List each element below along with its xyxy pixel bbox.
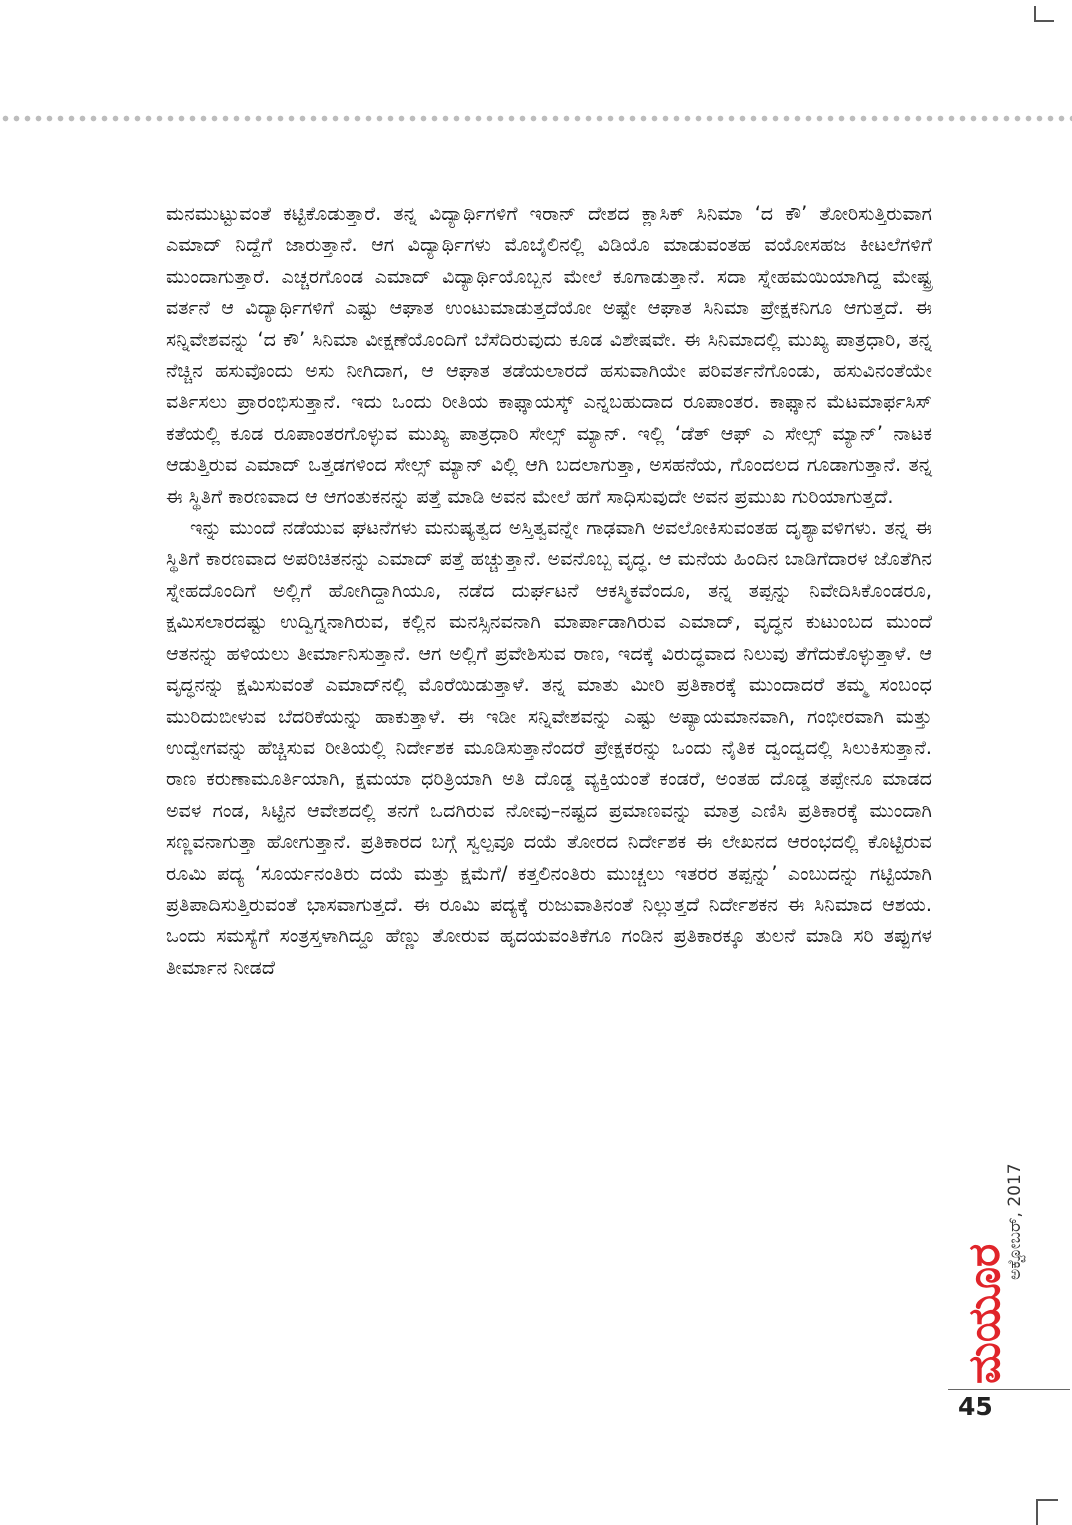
dotted-divider (0, 115, 1072, 122)
article-paragraph-1: ಮನಮುಟ್ಟುವಂತೆ ಕಟ್ಟಿಕೊಡುತ್ತಾರೆ. ತನ್ನ ವಿದ್ಯಾರ್ಥಿಗಳಿಗೆ ಇರಾನ್ ದೇಶದ ಕ್ಲಾಸಿಕ್ ಸಿನಿಮಾ ‘ದ ಕೌ’ ತೋರಿಸುತ್ತಿರುವಾಗ ಎಮಾದ್ ನಿದ್ದೆಗೆ ಜಾರುತ್ತಾನೆ. ಆಗ ವಿದ್ಯಾರ್ಥಿಗಳು ಮೊಬೈಲಿನಲ್ಲಿ ವಿಡಿಯೊ ಮಾಡುವಂತಹ ವಯೋಸಹಜ ಕೀಟಲೆಗಳಿಗೆ ಮುಂದಾಗುತ್ತಾರೆ. ಎಚ್ಚರಗೊಂಡ ಎಮಾದ್ ವಿದ್ಯಾರ್ಥಿಯೊಬ್ಬನ ಮೇಲೆ ಕೂಗಾಡುತ್ತಾನೆ. ಸದಾ ಸ್ನೇಹಮಯಿಯಾಗಿದ್ದ ಮೇಷ್ಟ್ರ ವರ್ತನೆ ಆ ವಿದ್ಯಾರ್ಥಿಗಳಿಗೆ ಎಷ್ಟು ಆಘಾತ ಉಂಟುಮಾಡುತ್ತದೆಯೋ ಅಷ್ಟೇ ಆಘಾತ ಸಿನಿಮಾ ಪ್ರೇಕ್ಷಕನಿಗೂ ಆಗುತ್ತದೆ. ಈ ಸನ್ನಿವೇಶವನ್ನು ‘ದ ಕೌ’ ಸಿನಿಮಾ ವೀಕ್ಷಣೆಯೊಂದಿಗೆ ಬೆಸೆದಿರುವುದು ಕೂಡ ವಿಶೇಷವೇ. ಈ ಸಿನಿಮಾದಲ್ಲಿ ಮುಖ್ಯ ಪಾತ್ರಧಾರಿ, ತನ್ನ ನೆಚ್ಚಿನ ಹಸುವೊಂದು ಅಸು ನೀಗಿದಾಗ, ಆ ಆಘಾತ ತಡೆಯಲಾರದೆ ಹಸುವಾಗಿಯೇ ಪರಿವರ್ತನೆಗೊಂಡು, ಹಸುವಿನಂತೆಯೇ ವರ್ತಿಸಲು ಪ್ರಾರಂಭಿಸುತ್ತಾನೆ. ಇದು ಒಂದು ರೀತಿಯ ಕಾಫ್ಕಾಯಸ್ಕ್ ಎನ್ನಬಹುದಾದ ರೂಪಾಂತರ. ಕಾಫ್ಕಾನ ಮೆಟಮಾರ್ಫಸಿಸ್ ಕತೆಯಲ್ಲಿ ಕೂಡ ರೂಪಾಂತರಗೊಳ್ಳುವ ಮುಖ್ಯ ಪಾತ್ರಧಾರಿ ಸೇಲ್ಸ್ ಮ್ಯಾನ್. ಇಲ್ಲಿ ‘ಡೆತ್ ಆಫ್ ಎ ಸೇಲ್ಸ್ ಮ್ಯಾನ್’ ನಾಟಕ ಆಡುತ್ತಿರುವ ಎಮಾದ್ ಒತ್ತಡಗಳಿಂದ ಸೇಲ್ಸ್ ಮ್ಯಾನ್ ವಿಲ್ಲಿ ಆಗಿ ಬದಲಾಗುತ್ತಾ, ಅಸಹನೆಯ, ಗೊಂದಲದ ಗೂಡಾಗುತ್ತಾನೆ. ತನ್ನ ಈ ಸ್ಥಿತಿಗೆ ಕಾರಣವಾದ ಆ ಆಗಂತುಕನನ್ನು ಪತ್ತೆ ಮಾಡಿ ಅವನ ಮೇಲೆ ಹಗೆ ಸಾಧಿಸುವುದೇ ಅವನ ಪ್ರಮುಖ ಗುರಿಯಾಗುತ್ತದೆ. (166, 202, 932, 508)
crop-mark-top-right (1034, 6, 1054, 22)
page-number: 45 (958, 1392, 993, 1421)
magazine-logo: ಮಯೂರ (959, 1243, 1010, 1384)
issue-date: ಅಕ್ಟೋಬರ್, 2017 (1005, 1163, 1025, 1280)
magazine-sidebar (958, 1080, 1026, 1390)
crop-mark-bottom-right (1036, 1499, 1058, 1525)
article-body (166, 198, 932, 983)
article-paragraph-2: ಇನ್ನು ಮುಂದೆ ನಡೆಯುವ ಘಟನೆಗಳು ಮನುಷ್ಯತ್ವದ ಅಸ್ತಿತ್ವವನ್ನೇ ಗಾಢವಾಗಿ ಅವಲೋಕಿಸುವಂತಹ ದೃಶ್ಯಾವಳಿಗಳು. ತನ್ನ ಈ ಸ್ಥಿತಿಗೆ ಕಾರಣವಾದ ಅಪರಿಚಿತನನ್ನು ಎಮಾದ್ ಪತ್ತೆ ಹಚ್ಚುತ್ತಾನೆ. ಅವನೊಬ್ಬ ವೃದ್ಧ. ಆ ಮನೆಯ ಹಿಂದಿನ ಬಾಡಿಗೆದಾರಳ ಜೊತೆಗಿನ ಸ್ನೇಹದೊಂದಿಗೆ ಅಲ್ಲಿಗೆ ಹೋಗಿದ್ದಾಗಿಯೂ, ನಡೆದ ದುರ್ಘಟನೆ ಆಕಸ್ಮಿಕವೆಂದೂ, ತನ್ನ ತಪ್ಪನ್ನು ನಿವೇದಿಸಿಕೊಂಡರೂ, ಕ್ಷಮಿಸಲಾರದಷ್ಟು ಉದ್ವಿಗ್ನನಾಗಿರುವ, ಕಲ್ಲಿನ ಮನಸ್ಸಿನವನಾಗಿ ಮಾರ್ಪಾಡಾಗಿರುವ ಎಮಾದ್, ವೃದ್ಧನ ಕುಟುಂಬದ ಮುಂದೆ ಆತನನ್ನು ಹಳಿಯಲು ತೀರ್ಮಾನಿಸುತ್ತಾನೆ. ಆಗ ಅಲ್ಲಿಗೆ ಪ್ರವೇಶಿಸುವ ರಾಣ, ಇದಕ್ಕೆ ವಿರುದ್ಧವಾದ ನಿಲುವು ತೆಗೆದುಕೊಳ್ಳುತ್ತಾಳೆ. ಆ ವೃದ್ಧನನ್ನು ಕ್ಷಮಿಸುವಂತೆ ಎಮಾದ್‌ನಲ್ಲಿ ಮೊರೆಯಿಡುತ್ತಾಳೆ. ತನ್ನ ಮಾತು ಮೀರಿ ಪ್ರತಿಕಾರಕ್ಕೆ ಮುಂದಾದರೆ ತಮ್ಮ ಸಂಬಂಧ ಮುರಿದುಬೀಳುವ ಬೆದರಿಕೆಯನ್ನು ಹಾಕುತ್ತಾಳೆ. ಈ ಇಡೀ ಸನ್ನಿವೇಶವನ್ನು ಎಷ್ಟು ಅಪ್ಯಾಯಮಾನವಾಗಿ, ಗಂಭೀರವಾಗಿ ಮತ್ತು ಉದ್ವೇಗವನ್ನು ಹೆಚ್ಚಿಸುವ ರೀತಿಯಲ್ಲಿ ನಿರ್ದೇಶಕ ಮೂಡಿಸುತ್ತಾನೆಂದರೆ ಪ್ರೇಕ್ಷಕರನ್ನು ಒಂದು ನೈತಿಕ ದ್ವಂದ್ವದಲ್ಲಿ ಸಿಲುಕಿಸುತ್ತಾನೆ. ರಾಣ ಕರುಣಾಮೂರ್ತಿಯಾಗಿ, ಕ್ಷಮಯಾ ಧರಿತ್ರಿಯಾಗಿ ಅತಿ ದೊಡ್ಡ ವ್ಯಕ್ತಿಯಂತೆ ಕಂಡರೆ, ಅಂತಹ ದೊಡ್ಡ ತಪ್ಪೇನೂ ಮಾಡದ ಅವಳ ಗಂಡ, ಸಿಟ್ಟಿನ ಆವೇಶದಲ್ಲಿ ತನಗೆ ಒದಗಿರುವ ನೋವು–ನಷ್ಟದ ಪ್ರಮಾಣವನ್ನು ಮಾತ್ರ ಎಣಿಸಿ ಪ್ರತಿಕಾರಕ್ಕೆ ಮುಂದಾಗಿ ಸಣ್ಣವನಾಗುತ್ತಾ ಹೋಗುತ್ತಾನೆ. ಪ್ರತಿಕಾರದ ಬಗ್ಗೆ ಸ್ವಲ್ಪವೂ ದಯೆ ತೋರದ ನಿರ್ದೇಶಕ ಈ ಲೇಖನದ ಆರಂಭದಲ್ಲಿ ಕೊಟ್ಟಿರುವ ರೂಮಿ ಪದ್ಯ ‘ಸೂರ್ಯನಂತಿರು ದಯೆ ಮತ್ತು ಕ್ಷಮೆಗೆ/ ಕತ್ತಲಿನಂತಿರು ಮುಚ್ಚಲು ಇತರರ ತಪ್ಪನ್ನು’ ಎಂಬುದನ್ನು ಗಟ್ಟಿಯಾಗಿ ಪ್ರತಿಪಾದಿಸುತ್ತಿರುವಂತೆ ಭಾಸವಾಗುತ್ತದೆ. ಈ ರೂಮಿ ಪದ್ಯಕ್ಕೆ ರುಜುವಾತಿನಂತೆ ನಿಲ್ಲುತ್ತದೆ ನಿರ್ದೇಶಕನ ಈ ಸಿನಿಮಾದ ಆಶಯ. ಒಂದು ಸಮಸ್ಯೆಗೆ ಸಂತ್ರಸ್ತಳಾಗಿದ್ದೂ ಹೆಣ್ಣು ತೋರುವ ಹೃದಯವಂತಿಕೆಗೂ ಗಂಡಿನ ಪ್ರತಿಕಾರಕ್ಕೂ ತುಲನೆ ಮಾಡಿ ಸರಿ ತಪ್ಪುಗಳ ತೀರ್ಮಾನ ನೀಡದೆ (166, 516, 932, 979)
